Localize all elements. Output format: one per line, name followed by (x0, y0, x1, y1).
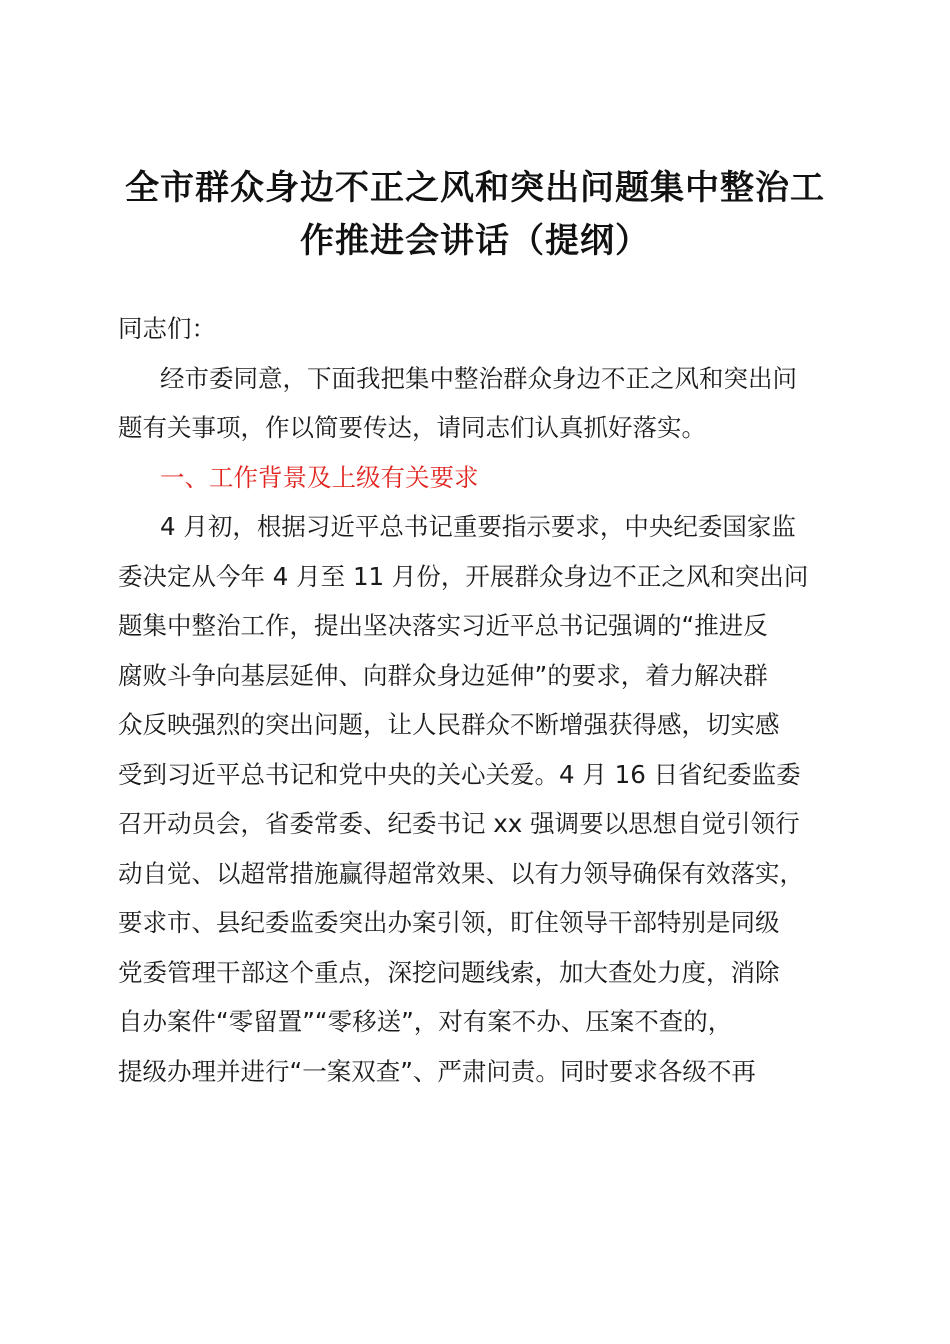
intro-line: 题有关事项，作以简要传达，请同志们认真抓好落实。 (118, 413, 706, 442)
section-heading-1: 一、工作背景及上级有关要求 (160, 462, 479, 492)
paragraph-line: 党委管理干部这个重点，深挖问题线索，加大查处力度，消除 (118, 957, 780, 987)
intro-line: 经市委同意，下面我把集中整治群众身边不正之风和突出问 (160, 363, 797, 393)
paragraph-line: 委决定从今年 4 月至 11 月份，开展群众身边不正之风和突出问 (118, 561, 809, 591)
paragraph-line: 题集中整治工作，提出坚决落实习近平总书记强调的“推进反 (118, 611, 768, 640)
document-body (118, 304, 830, 1096)
title-line-2: 作推进会讲话（提纲） (300, 221, 650, 261)
paragraph-line: 提级办理并进行“一案双查”、严肃问责。同时要求各级不再 (118, 1056, 756, 1086)
paragraph-line: 动自觉、以超常措施赢得超常效果、以有力领导确保有效落实， (118, 858, 804, 888)
paragraph-line: 腐败斗争向基层延伸、向群众身边延伸”的要求，着力解决群 (118, 660, 768, 690)
salutation: 同志们： (118, 314, 216, 343)
paragraph-line: 4 月初，根据习近平总书记重要指示要求，中央纪委国家监 (160, 512, 796, 541)
paragraph-line: 众反映强烈的突出问题，让人民群众不断增强获得感，切实感 (118, 710, 780, 739)
paragraph-line: 受到习近平总书记和党中央的关心关爱。4 月 16 日省纪委监委 (118, 759, 801, 789)
paragraph-line: 自办案件“零留置”“零移送”，对有案不办、压案不查的， (118, 1007, 733, 1036)
paragraph-line: 要求市、县纪委监委突出办案引领，盯住领导干部特别是同级 (118, 908, 780, 937)
paragraph-line: 召开动员会，省委常委、纪委书记 xx 强调要以思想自觉引领行 (118, 809, 800, 838)
title-line-1: 全市群众身边不正之风和突出问题集中整治工 (125, 168, 825, 208)
document-title (100, 162, 850, 268)
